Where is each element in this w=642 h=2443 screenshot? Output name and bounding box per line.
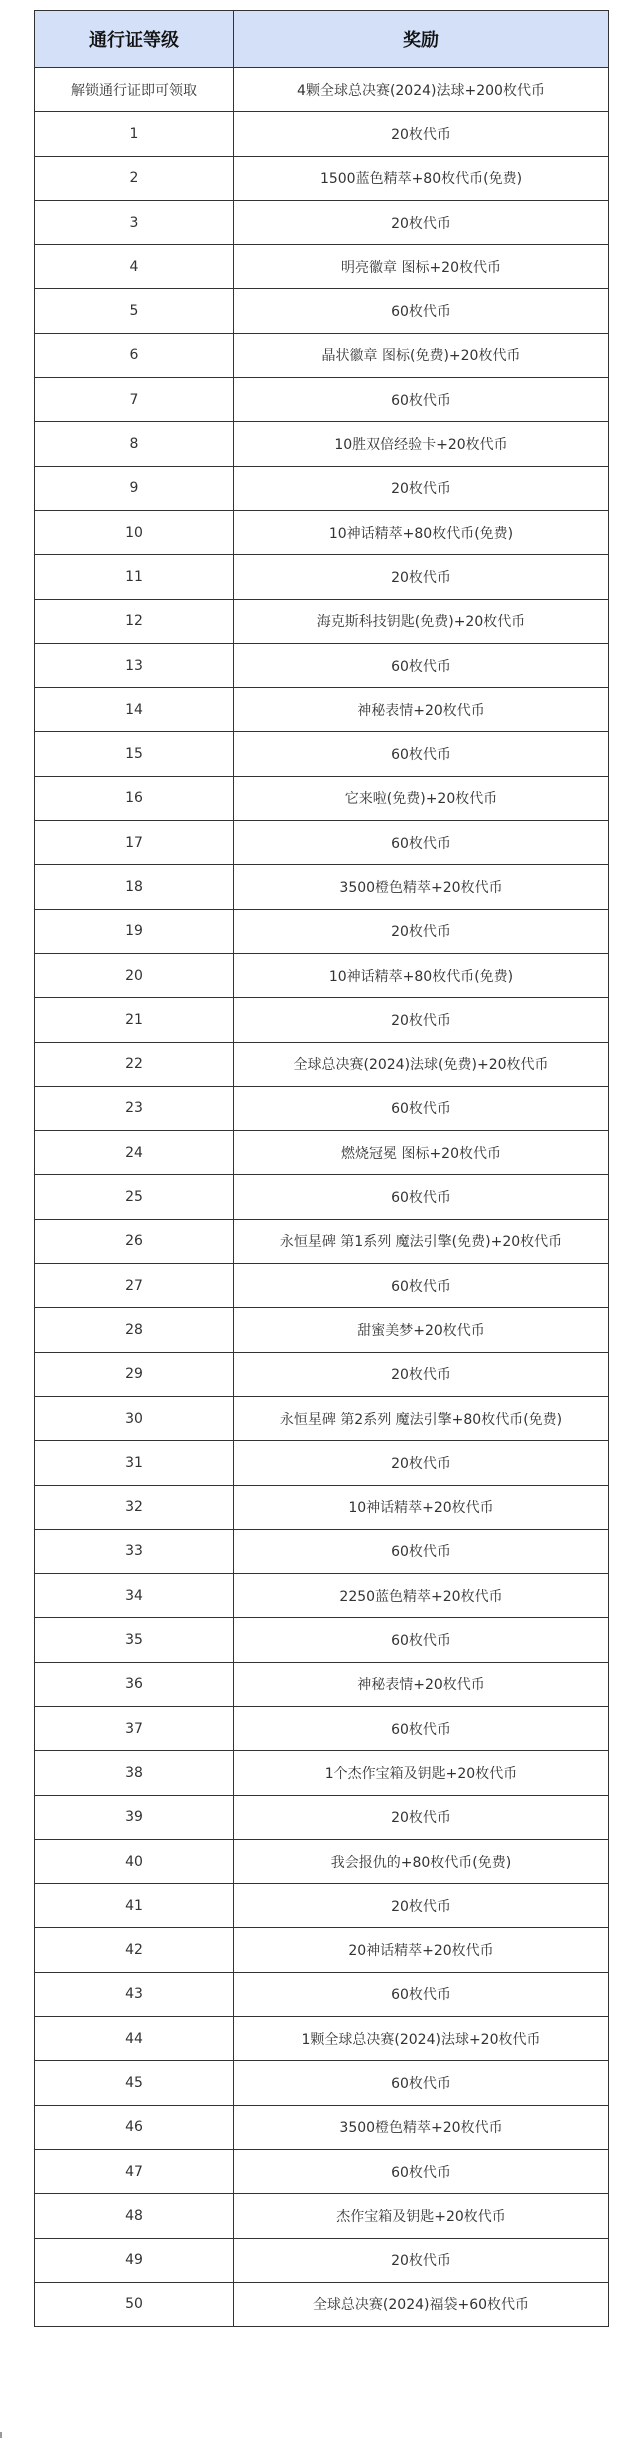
reward-cell: 60枚代币 [234, 289, 609, 333]
reward-cell: 60枚代币 [234, 378, 609, 422]
level-cell: 27 [35, 1264, 234, 1308]
page-edge-mark [0, 2432, 6, 2438]
table-row [35, 2282, 609, 2326]
table-row [35, 1839, 609, 1883]
reward-cell: 神秘表情+20枚代币 [234, 1662, 609, 1706]
level-cell: 19 [35, 909, 234, 953]
level-cell: 10 [35, 510, 234, 554]
level-cell: 15 [35, 732, 234, 776]
table-row [35, 1795, 609, 1839]
reward-cell: 我会报仇的+80枚代币(免费) [234, 1839, 609, 1883]
level-cell: 7 [35, 378, 234, 422]
level-cell: 36 [35, 1662, 234, 1706]
reward-cell: 永恒星碑 第2系列 魔法引擎+80枚代币(免费) [234, 1396, 609, 1440]
level-cell: 8 [35, 422, 234, 466]
reward-cell: 60枚代币 [234, 1618, 609, 1662]
table-row [35, 112, 609, 156]
table-row [35, 1396, 609, 1440]
header-reward: 奖励 [234, 11, 609, 68]
table-row [35, 1086, 609, 1130]
table-row [35, 1131, 609, 1175]
reward-cell: 20神话精萃+20枚代币 [234, 1928, 609, 1972]
reward-cell: 20枚代币 [234, 112, 609, 156]
reward-cell: 60枚代币 [234, 1529, 609, 1573]
level-cell: 43 [35, 1972, 234, 2016]
level-cell: 解锁通行证即可领取 [35, 68, 234, 112]
reward-cell: 60枚代币 [234, 1086, 609, 1130]
table-row [35, 643, 609, 687]
table-row [35, 1706, 609, 1750]
level-cell: 5 [35, 289, 234, 333]
table-row [35, 1308, 609, 1352]
table-row [35, 2194, 609, 2238]
reward-cell: 10神话精萃+80枚代币(免费) [234, 953, 609, 997]
level-cell: 22 [35, 1042, 234, 1086]
table-row [35, 422, 609, 466]
table-row [35, 1264, 609, 1308]
level-cell: 4 [35, 245, 234, 289]
level-cell: 33 [35, 1529, 234, 1573]
reward-cell: 10神话精萃+80枚代币(免费) [234, 510, 609, 554]
reward-cell: 20枚代币 [234, 2238, 609, 2282]
table-row [35, 1529, 609, 1573]
reward-cell: 2250蓝色精萃+20枚代币 [234, 1574, 609, 1618]
level-cell: 44 [35, 2017, 234, 2061]
level-cell: 50 [35, 2282, 234, 2326]
reward-cell: 20枚代币 [234, 1441, 609, 1485]
table-row [35, 156, 609, 200]
reward-cell: 60枚代币 [234, 2061, 609, 2105]
table-row [35, 732, 609, 776]
level-cell: 14 [35, 688, 234, 732]
reward-cell: 60枚代币 [234, 1706, 609, 1750]
reward-cell: 明亮徽章 图标+20枚代币 [234, 245, 609, 289]
level-cell: 46 [35, 2105, 234, 2149]
table-row [35, 1928, 609, 1972]
reward-cell: 20枚代币 [234, 909, 609, 953]
level-cell: 45 [35, 2061, 234, 2105]
level-cell: 39 [35, 1795, 234, 1839]
table-row [35, 1618, 609, 1662]
reward-cell: 60枚代币 [234, 1264, 609, 1308]
table-row [35, 68, 609, 112]
table-row [35, 821, 609, 865]
level-cell: 20 [35, 953, 234, 997]
level-cell: 28 [35, 1308, 234, 1352]
reward-cell: 20枚代币 [234, 1352, 609, 1396]
table-row [35, 510, 609, 554]
level-cell: 41 [35, 1884, 234, 1928]
table-row [35, 2149, 609, 2193]
reward-cell: 4颗全球总决赛(2024)法球+200枚代币 [234, 68, 609, 112]
reward-cell: 60枚代币 [234, 1175, 609, 1219]
level-cell: 9 [35, 466, 234, 510]
reward-cell: 10胜双倍经验卡+20枚代币 [234, 422, 609, 466]
level-cell: 38 [35, 1751, 234, 1795]
table-row [35, 1884, 609, 1928]
level-cell: 3 [35, 200, 234, 244]
level-cell: 1 [35, 112, 234, 156]
reward-cell: 1颗全球总决赛(2024)法球+20枚代币 [234, 2017, 609, 2061]
level-cell: 49 [35, 2238, 234, 2282]
table-row [35, 2238, 609, 2282]
table-row [35, 289, 609, 333]
level-cell: 48 [35, 2194, 234, 2238]
level-cell: 31 [35, 1441, 234, 1485]
reward-cell: 杰作宝箱及钥匙+20枚代币 [234, 2194, 609, 2238]
table-row [35, 1972, 609, 2016]
level-cell: 40 [35, 1839, 234, 1883]
reward-cell: 甜蜜美梦+20枚代币 [234, 1308, 609, 1352]
reward-cell: 60枚代币 [234, 2149, 609, 2193]
reward-cell: 它来啦(免费)+20枚代币 [234, 776, 609, 820]
level-cell: 18 [35, 865, 234, 909]
level-cell: 13 [35, 643, 234, 687]
table-row [35, 998, 609, 1042]
reward-cell: 海克斯科技钥匙(免费)+20枚代币 [234, 599, 609, 643]
reward-cell: 60枚代币 [234, 643, 609, 687]
level-cell: 30 [35, 1396, 234, 1440]
level-cell: 29 [35, 1352, 234, 1396]
level-cell: 2 [35, 156, 234, 200]
level-cell: 25 [35, 1175, 234, 1219]
reward-cell: 永恒星碑 第1系列 魔法引擎(免费)+20枚代币 [234, 1219, 609, 1263]
table-row [35, 1042, 609, 1086]
level-cell: 32 [35, 1485, 234, 1529]
reward-cell: 神秘表情+20枚代币 [234, 688, 609, 732]
level-cell: 16 [35, 776, 234, 820]
level-cell: 21 [35, 998, 234, 1042]
table-row [35, 1352, 609, 1396]
level-cell: 12 [35, 599, 234, 643]
level-cell: 24 [35, 1131, 234, 1175]
table-row [35, 953, 609, 997]
reward-cell: 1个杰作宝箱及钥匙+20枚代币 [234, 1751, 609, 1795]
table-row [35, 909, 609, 953]
header-level: 通行证等级 [35, 11, 234, 68]
table-row [35, 688, 609, 732]
table-row [35, 1751, 609, 1795]
table-row [35, 2061, 609, 2105]
reward-cell: 3500橙色精萃+20枚代币 [234, 865, 609, 909]
reward-cell: 20枚代币 [234, 1884, 609, 1928]
level-cell: 37 [35, 1706, 234, 1750]
table-row [35, 2105, 609, 2149]
reward-cell: 燃烧冠冕 图标+20枚代币 [234, 1131, 609, 1175]
table-row [35, 865, 609, 909]
reward-cell: 全球总决赛(2024)法球(免费)+20枚代币 [234, 1042, 609, 1086]
table-row [35, 1219, 609, 1263]
level-cell: 6 [35, 333, 234, 377]
reward-cell: 1500蓝色精萃+80枚代币(免费) [234, 156, 609, 200]
pass-reward-table-container [34, 10, 608, 2327]
reward-cell: 20枚代币 [234, 555, 609, 599]
table-header [35, 11, 609, 68]
table-row [35, 245, 609, 289]
level-cell: 23 [35, 1086, 234, 1130]
level-cell: 17 [35, 821, 234, 865]
reward-cell: 20枚代币 [234, 1795, 609, 1839]
reward-cell: 60枚代币 [234, 1972, 609, 2016]
table-row [35, 2017, 609, 2061]
table-row [35, 555, 609, 599]
level-cell: 11 [35, 555, 234, 599]
reward-cell: 10神话精萃+20枚代币 [234, 1485, 609, 1529]
header-row [35, 11, 609, 68]
level-cell: 34 [35, 1574, 234, 1618]
table-row [35, 466, 609, 510]
table-row [35, 200, 609, 244]
level-cell: 42 [35, 1928, 234, 1972]
level-cell: 26 [35, 1219, 234, 1263]
level-cell: 47 [35, 2149, 234, 2193]
table-row [35, 1485, 609, 1529]
pass-reward-table [34, 10, 609, 2327]
reward-cell: 晶状徽章 图标(免费)+20枚代币 [234, 333, 609, 377]
table-row [35, 1175, 609, 1219]
table-row [35, 599, 609, 643]
table-row [35, 776, 609, 820]
level-cell: 35 [35, 1618, 234, 1662]
table-row [35, 1574, 609, 1618]
reward-cell: 3500橙色精萃+20枚代币 [234, 2105, 609, 2149]
table-body [35, 68, 609, 2327]
reward-cell: 60枚代币 [234, 732, 609, 776]
reward-cell: 60枚代币 [234, 821, 609, 865]
table-row [35, 333, 609, 377]
reward-cell: 20枚代币 [234, 466, 609, 510]
reward-cell: 全球总决赛(2024)福袋+60枚代币 [234, 2282, 609, 2326]
reward-cell: 20枚代币 [234, 998, 609, 1042]
table-row [35, 1662, 609, 1706]
table-row [35, 1441, 609, 1485]
table-row [35, 378, 609, 422]
reward-cell: 20枚代币 [234, 200, 609, 244]
